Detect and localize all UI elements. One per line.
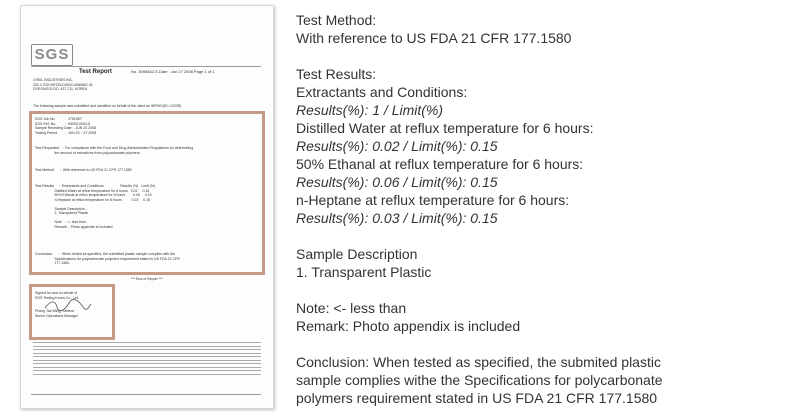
test-results-heading: Test Results: xyxy=(296,66,377,82)
conclusion-text: Conclusion: When tested as specified, the submited plastic sample complies withe the Specifications for polycarbonate polymers requirement stated in US FDA 21 CFR 177.1580 xyxy=(296,354,663,406)
test-requested: Test Requested : For compliance with the Food and Drug Administration Regulations for determining the amount of extractives from polycarbonate polymers. xyxy=(35,146,194,155)
end-of-report: *** End of Report *** xyxy=(131,277,163,281)
result-condition-ethanal: 50% Ethanal at reflux temperature for 6 hours: xyxy=(296,156,584,172)
fine-print xyxy=(33,342,261,377)
extractants-heading: Extractants and Conditions: xyxy=(296,84,468,100)
result-condition-heptane: n-Heptane at reflux temperature for 6 hours: xyxy=(296,192,570,208)
job-info: SGS Job No. : 2751987 SGS Ref. No. : K9009-0004-6 Sample Receiving Date : JUN 20 2008 Testing Period : JUN 20 ~ 27 2008 xyxy=(35,117,97,135)
sgs-logo: SGS xyxy=(31,44,73,66)
report-summary xyxy=(296,11,791,407)
result-condition-water: Distilled Water at reflux temperature for 6 hours: xyxy=(296,120,594,136)
conclusion: Conclusion : When tested as specified, the submitted plastic sample complies with the Specifications for polycarbonate polymers requirement stated in US FDA 21 CFR 177.1580. xyxy=(35,252,180,265)
result-value-ethanal: Results(%): 0.06 / Limit(%): 0.15 xyxy=(296,174,498,190)
note-text: Note: <- less than xyxy=(296,300,407,316)
client-address: CHEIL INDUSTRIES INC. 332-2 GOCHEON-DONG,UIWANG-SI, GYEONGGI-DO, 437-711, KOREA xyxy=(33,78,94,91)
result-value-water: Results(%): 0.02 / Limit(%): 0.15 xyxy=(296,138,498,154)
sample-heading: Sample Description xyxy=(296,246,418,262)
result-value-heptane: Results(%): 0.03 / Limit(%): 0.15 xyxy=(296,210,498,226)
signature-scribble-icon xyxy=(43,298,93,312)
report-meta: No. 3098842-S Date : Jun 27 2008 Page 1 of 1 xyxy=(131,69,215,74)
report-title: Test Report xyxy=(79,69,112,75)
header-divider xyxy=(31,66,261,67)
footer-divider xyxy=(31,394,261,395)
test-report-document-image xyxy=(20,5,274,409)
report-intro: The following sample was submitted and identified on behalf of the client as INFINO(SC-1220R) xyxy=(33,104,182,108)
test-method: Test Method : With reference to US FDA 21 CFR 177.1580 xyxy=(35,168,132,172)
test-method-heading: Test Method: xyxy=(296,12,377,28)
test-results-table: Test Results : Extractants and Conditions Results (%) Limit (%) Distilled Water at reflux temperature for 6 hours 0.02 0.15 50% Ethanal at reflux temperature for 6 hours 0.06 0.15 n-Heptane at reflux temperature for 6 hours 0.03 0.15 Sample Description : 1. Transparent Plastic Note : <- less than Remark : Photo appendix is included xyxy=(35,184,156,229)
sample-item: 1. Transparent Plastic xyxy=(296,264,432,280)
test-method-text: With reference to US FDA 21 CFR 177.1580 xyxy=(296,30,572,46)
remark-text: Remark: Photo appendix is included xyxy=(296,318,521,334)
results-header: Results(%): 1 / Limit(%) xyxy=(296,102,444,118)
signature-block: Signed for and on behalf of SGS Testing Korea Co., Ltd. Phong Tae-Ming, Simeon Senior Operations Manager xyxy=(35,291,79,318)
